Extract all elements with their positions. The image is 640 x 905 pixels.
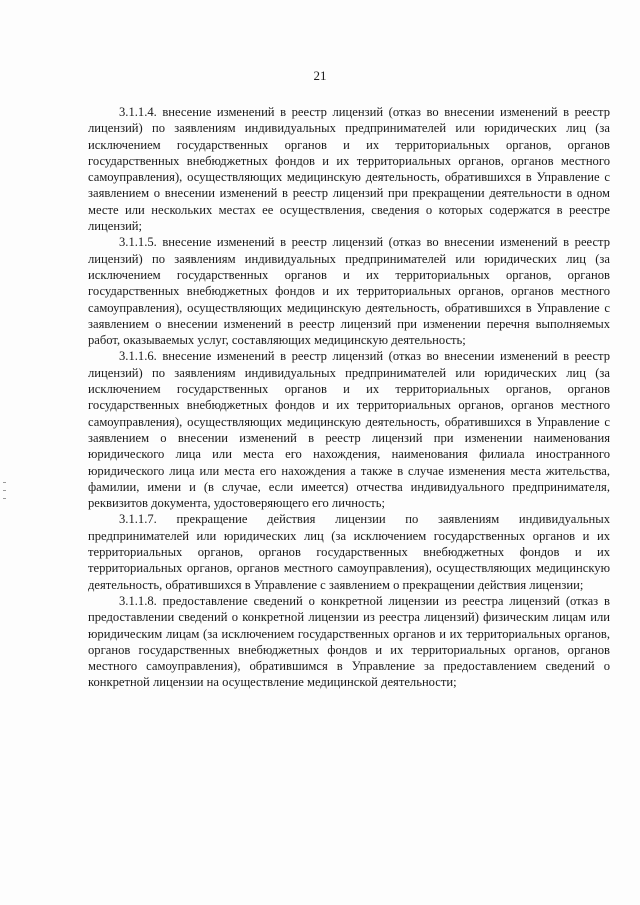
paragraph-3-1-1-7: 3.1.1.7. прекращение действия лицензии по заявлениям индивидуальных предпринимателей или юридических лиц (за исключением государственных органов и их территориальных органов, органов государственных внебюджетных фондов и их территориальных органов, органов местного самоуправления), осуществляющих медицинскую деятельность, обратившихся в Управление с заявлением о прекращении действия лицензии; (88, 512, 610, 592)
paragraph-3-1-1-8: 3.1.1.8. предоставление сведений о конкретной лицензии из реестра лицензий (отказ в предоставлении сведений о конкретной лицензии из реестра лицензий) физическим лицам или юридическим лицам (за исключением государственных органов и их территориальных органов, органов государственных внебюджетных фондов и их территориальных органов, органов местного самоуправления), обратившимся в Управление за предоставлением сведений о конкретной лицензии на осуществление медицинской деятельности; (88, 593, 610, 690)
scan-artifact-mark (3, 482, 6, 483)
scan-artifact-mark (3, 490, 6, 491)
page-number: 21 (313, 68, 327, 83)
scan-artifact-mark (3, 498, 6, 499)
paragraph-3-1-1-5: 3.1.1.5. внесение изменений в реестр лицензий (отказ во внесении изменений в реестр лицензий) по заявлениям индивидуальных предпринимателей или юридических лиц (за исключением государственных органов и их территориальных органов, органов государственных внебюджетных фондов и их территориальных органов, органов местного самоуправления), осуществляющих медицинскую деятельность, обратившихся в Управление с заявлением о внесении изменений в реестр лицензий при изменении перечня выполняемых работ, оказываемых услуг, составляющих медицинскую деятельность; (88, 235, 610, 348)
paragraph-3-1-1-4: 3.1.1.4. внесение изменений в реестр лицензий (отказ во внесении изменений в реестр лицензий) по заявлениям индивидуальных предпринимателей или юридических лиц (за исключением государственных органов и их территориальных органов, органов государственных внебюджетных фондов и их территориальных органов, органов местного самоуправления), осуществляющих медицинскую деятельность, обратившихся в Управление с заявлением о внесении изменений в реестр лицензий при прекращении деятельности в одном месте или нескольких местах ее осуществления, сведения о которых содержатся в реестре лицензий; (88, 105, 610, 234)
paragraph-3-1-1-6: 3.1.1.6. внесение изменений в реестр лицензий (отказ во внесении изменений в реестр лицензий) по заявлениям индивидуальных предпринимателей или юридических лиц (за исключением государственных органов и их территориальных органов, органов государственных внебюджетных фондов и их территориальных органов, органов местного самоуправления), осуществляющих медицинскую деятельность, обратившихся в Управление с заявлением о внесении изменений в реестр лицензий при изменении наименования юридического лица или места его нахождения, наименования филиала иностранного юридического лица или места его нахождения а также в случае изменения места жительства, фамилии, имени и (в случае, если имеется) отчества индивидуального предпринимателя, реквизитов документа, удостоверяющего его личность; (88, 349, 610, 511)
document-body (88, 104, 610, 691)
